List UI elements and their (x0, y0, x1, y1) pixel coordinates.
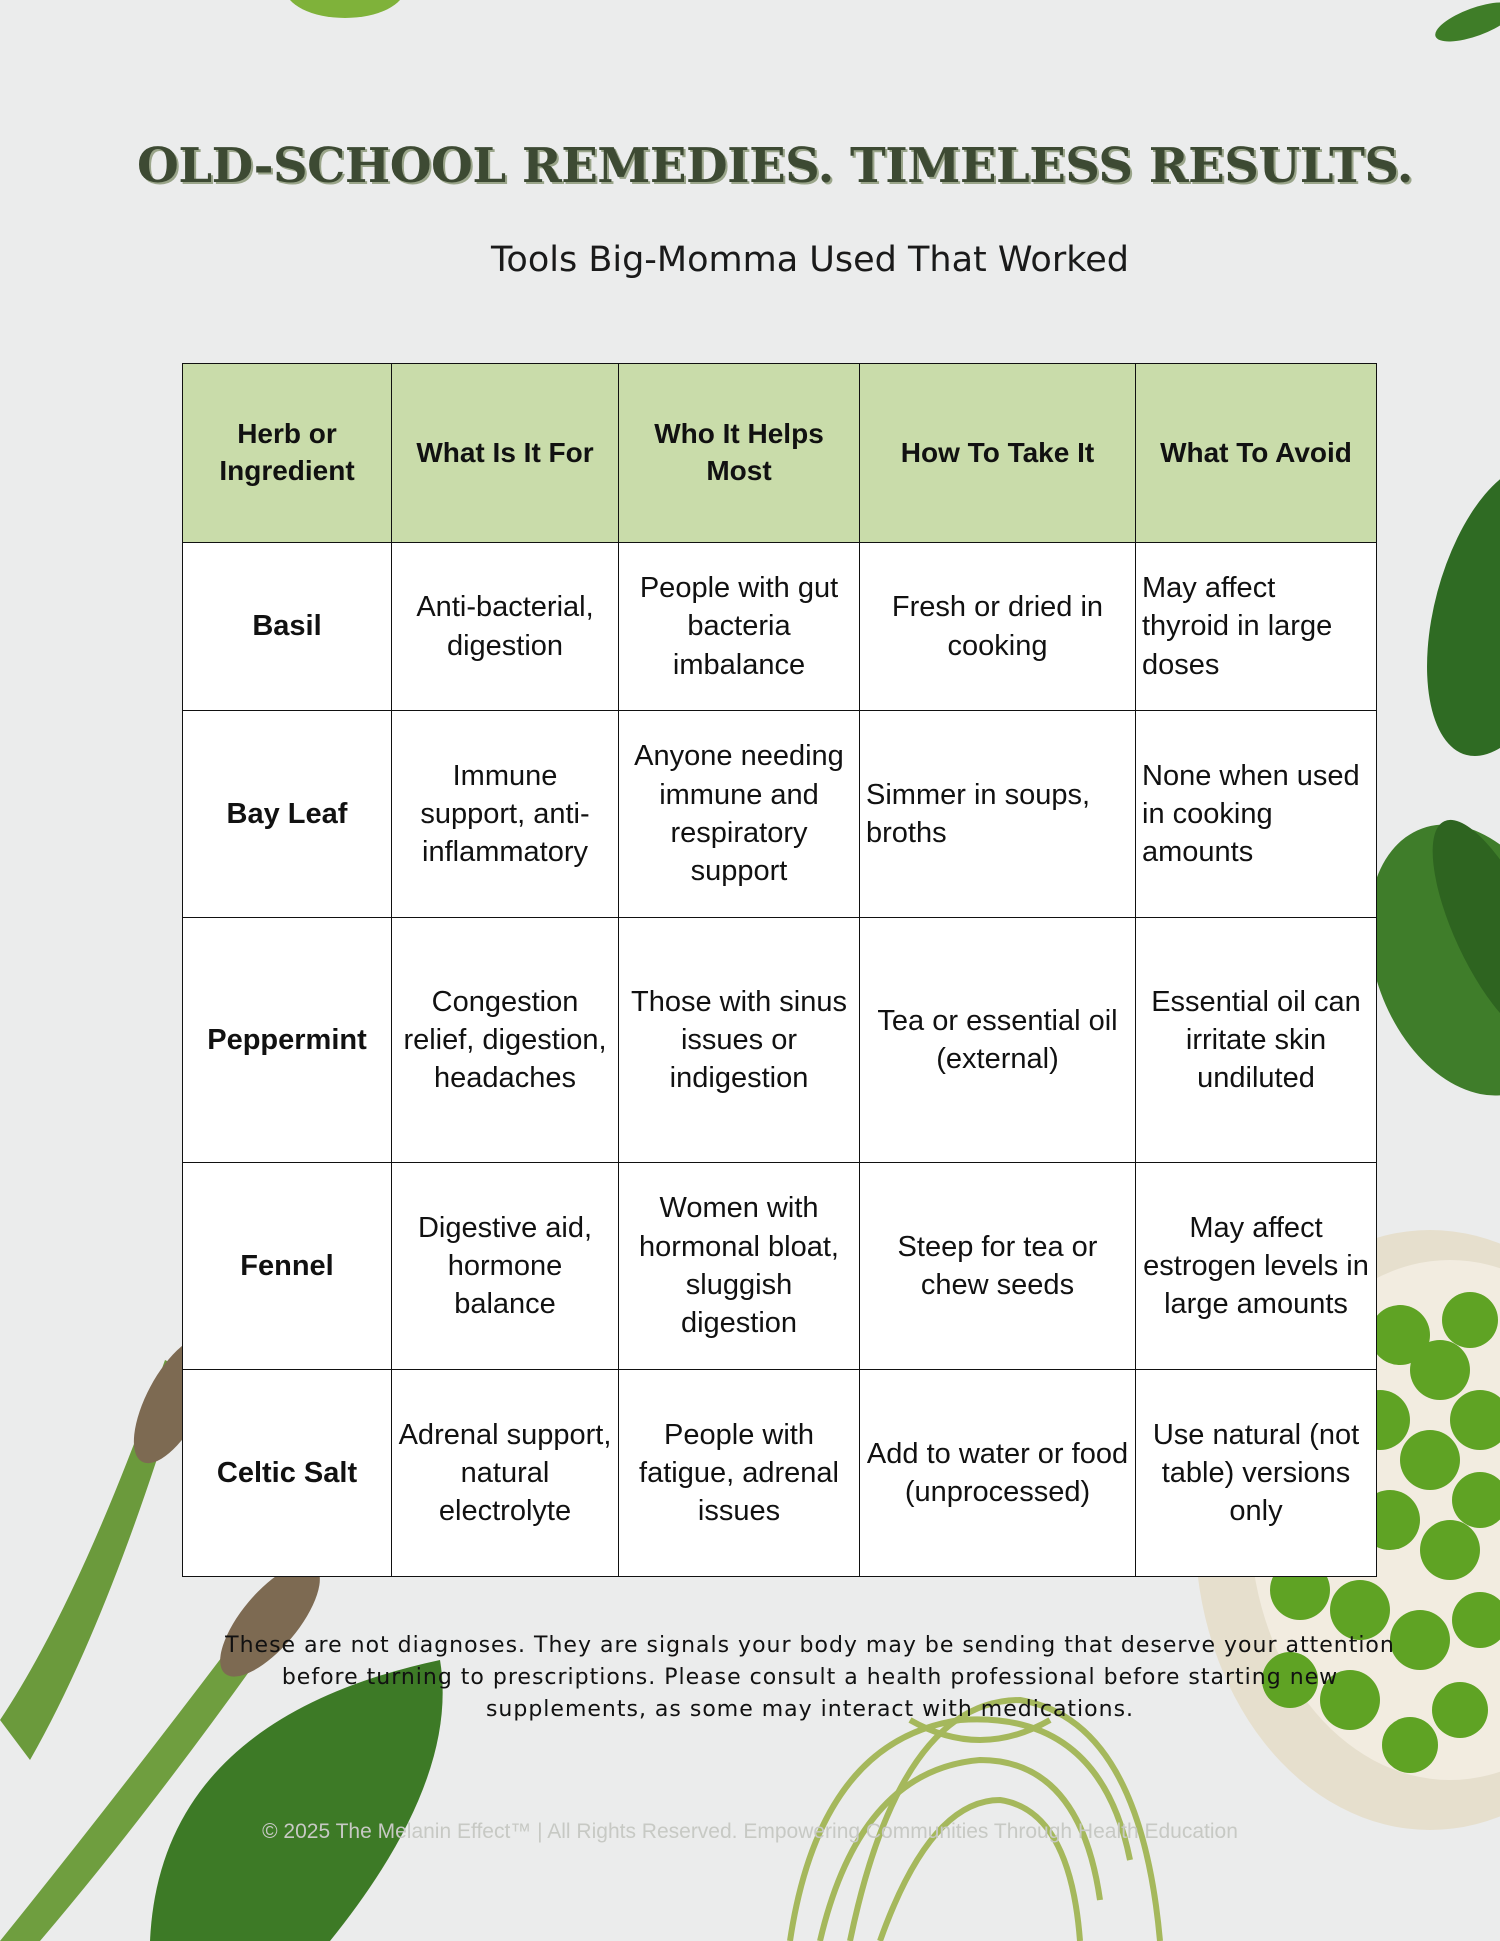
table-row (183, 711, 1377, 918)
column-header: How To Take It (860, 364, 1136, 543)
table-cell: Adrenal support, natural electrolyte (392, 1370, 619, 1577)
herb-name-cell: Celtic Salt (183, 1370, 392, 1577)
table-row (183, 918, 1377, 1163)
table-row (183, 543, 1377, 711)
remedies-table (182, 363, 1377, 1577)
table-cell: Anti-bacterial, digestion (392, 543, 619, 711)
page-subtitle: Tools Big-Momma Used That Worked (490, 240, 1129, 280)
copyright-footer: © 2025 The Melanin Effect™ | All Rights Reserved. Empowering Communities Through Health Education (262, 1820, 1238, 1843)
table-cell: Tea or essential oil (external) (860, 918, 1136, 1163)
table-row (183, 1163, 1377, 1370)
table-cell: Use natural (not table) versions only (1136, 1370, 1377, 1577)
herb-name-cell: Basil (183, 543, 392, 711)
column-header: What To Avoid (1136, 364, 1377, 543)
column-header: Herb or Ingredient (183, 364, 392, 543)
page-title: OLD-SCHOOL REMEDIES. TIMELESS RESULTS. (137, 138, 1413, 194)
herb-name-cell: Fennel (183, 1163, 392, 1370)
table-cell: Fresh or dried in cooking (860, 543, 1136, 711)
column-header: What Is It For (392, 364, 619, 543)
table-cell: Anyone needing immune and respiratory support (619, 711, 860, 918)
table-cell: Those with sinus issues or indigestion (619, 918, 860, 1163)
table-row (183, 1370, 1377, 1577)
table-cell: May affect estrogen levels in large amounts (1136, 1163, 1377, 1370)
herb-name-cell: Peppermint (183, 918, 392, 1163)
table-cell: People with gut bacteria imbalance (619, 543, 860, 711)
table-cell: Immune support, anti-inflammatory (392, 711, 619, 918)
table-header-row (183, 364, 1377, 543)
table-cell: Steep for tea or chew seeds (860, 1163, 1136, 1370)
table-cell: Women with hormonal bloat, sluggish digestion (619, 1163, 860, 1370)
table-cell: Essential oil can irritate skin undiluted (1136, 918, 1377, 1163)
table-cell: Simmer in soups, broths (860, 711, 1136, 918)
herb-name-cell: Bay Leaf (183, 711, 392, 918)
table-cell: May affect thyroid in large doses (1136, 543, 1377, 711)
column-header: Who It Helps Most (619, 364, 860, 543)
table-cell: Digestive aid, hormone balance (392, 1163, 619, 1370)
table-cell: None when used in cooking amounts (1136, 711, 1377, 918)
table-cell: Congestion relief, digestion, headaches (392, 918, 619, 1163)
disclaimer-text: These are not diagnoses. They are signals your body may be sending that deserve your attention before turning to prescriptions. Please consult a health professional before starting new supplements, as some may interact with medications. (225, 1633, 1395, 1722)
table-cell: Add to water or food (unprocessed) (860, 1370, 1136, 1577)
table-cell: People with fatigue, adrenal issues (619, 1370, 860, 1577)
